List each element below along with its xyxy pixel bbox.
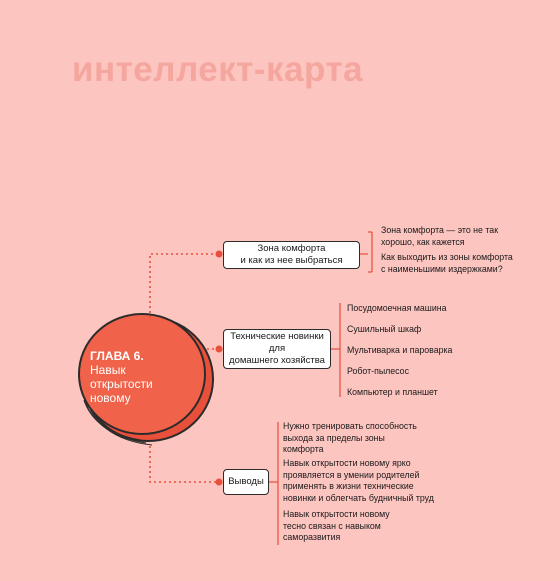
leaf-comfort-2: Как выходить из зоны комфорта с наименьшими издержками? [381,252,513,274]
leaf-conclusion-2: Навык открытости новому ярко проявляется в умении родителей применять в жизни технические новинки и облегчать будничный труд [283,458,434,503]
leaf-tech-1: Посудомоечная машина [347,303,447,313]
branch-dots [216,251,223,486]
center-text: Навык открытости новому [90,363,153,405]
branch-3-connectors [268,422,278,545]
branch-1-connectors [359,232,372,272]
center-node-label [90,349,190,405]
leaf-tech-3: Мультиварка и пароварка [347,345,453,355]
branch-conclusions [223,469,269,495]
branch-label: Технические новинки для домашнего хозяйства [229,331,325,366]
branch-2-connectors [330,303,340,397]
center-heading: ГЛАВА 6. [90,349,144,363]
page-title: интеллект-карта [72,50,364,89]
branch-tech-novelties [223,329,331,369]
leaf-tech-5: Компьютер и планшет [347,387,438,397]
branch-label: Выводы [228,476,264,487]
leaf-comfort-1: Зона комфорта — это не так хорошо, как кажется [381,225,499,247]
leaf-tech-2: Сушильный шкаф [347,324,422,334]
branch-label: Зона комфорта и как из нее выбраться [240,243,343,266]
leaf-conclusion-1: Нужно тренировать способность выхода за пределы зоны комфорта [283,421,417,454]
leaf-conclusion-3: Навык открытости новому тесно связан с навыком саморазвития [283,509,390,542]
leaf-tech-4: Робот-пылесос [347,366,409,376]
branch-comfort-zone [223,241,360,269]
